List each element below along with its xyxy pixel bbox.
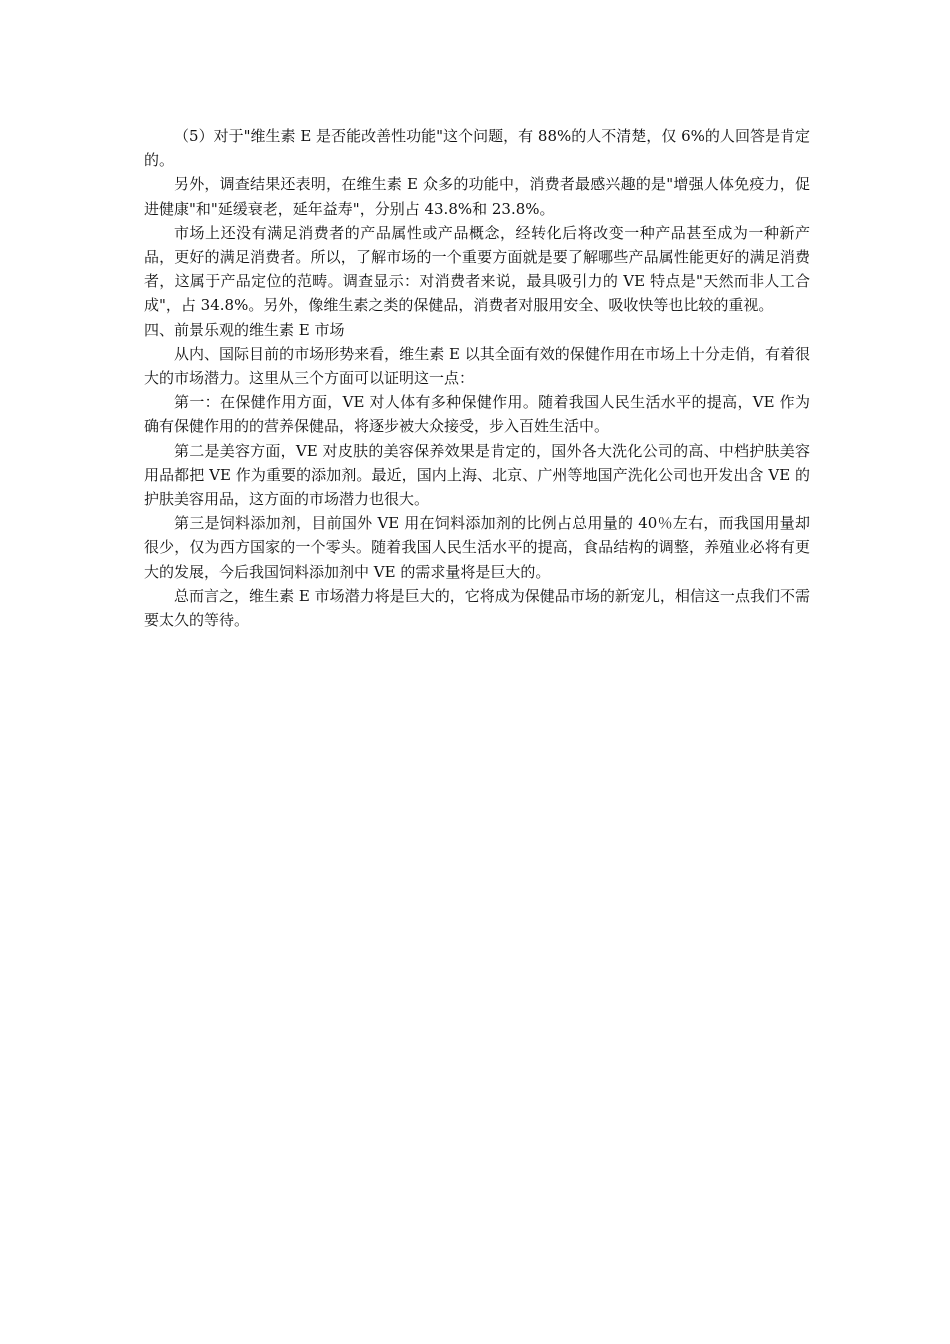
paragraph-conclusion: 总而言之，维生素 E 市场潜力将是巨大的，它将成为保健品市场的新宠儿，相信这一点我们不需要太久的等待。 <box>144 586 810 630</box>
paragraph-health-care: 第一：在保健作用方面，VE 对人体有多种保健作用。随着我国人民生活水平的提高，VE 作为确有保健作用的的营养保健品，将逐步被大众接受，步入百姓生活中。 <box>144 393 810 436</box>
paragraph-survey-sexual-function: （5）对于"维生素 E 是否能改善性功能"这个问题，有 88%的人不清楚，仅 6%的人回答是肯定的。 <box>144 127 810 170</box>
document-body <box>144 124 810 632</box>
paragraph-cosmetics: 第二是美容方面，VE 对皮肤的美容保养效果是肯定的，国外各大洗化公司的高、中档护肤美容用品都把 VE 作为重要的添加剂。最近，国内上海、北京、广州等地国产洗化公司也开发出含 VE 的护肤美容用品，这方面的市场潜力也很大。 <box>144 441 810 509</box>
paragraph-product-positioning: 市场上还没有满足消费者的产品属性或产品概念，经转化后将改变一种产品甚至成为一种新产品，更好的满足消费者。所以，了解市场的一个重要方面就是要了解哪些产品属性能更好的满足消费者，这属于产品定位的范畴。调查显示：对消费者来说，最具吸引力的 VE 特点是"天然而非人工合成"，占 34.8%。另外，像维生素之类的保健品，消费者对服用安全、吸收快等也比较的重视。 <box>144 223 810 315</box>
paragraph-survey-interest: 另外，调查结果还表明，在维生素 E 众多的功能中，消费者最感兴趣的是"增强人体免疫力，促进健康"和"延缓衰老，延年益寿"，分别占 43.8%和 23.8%。 <box>144 175 810 218</box>
paragraph-feed-additive: 第三是饲料添加剂，目前国外 VE 用在饲料添加剂的比例占总用量的 40％左右，而我国用量却很少，仅为西方国家的一个零头。随着我国人民生活水平的提高，食品结构的调整，养殖业必将有更大的发展，今后我国饲料添加剂中 VE 的需求量将是巨大的。 <box>144 514 810 581</box>
paragraph-market-trend: 从内、国际目前的市场形势来看，维生素 E 以其全面有效的保健作用在市场上十分走俏，有着很大的市场潜力。这里从三个方面可以证明这一点： <box>144 344 810 388</box>
section-heading: 四、前景乐观的维生素 E 市场 <box>144 320 345 339</box>
